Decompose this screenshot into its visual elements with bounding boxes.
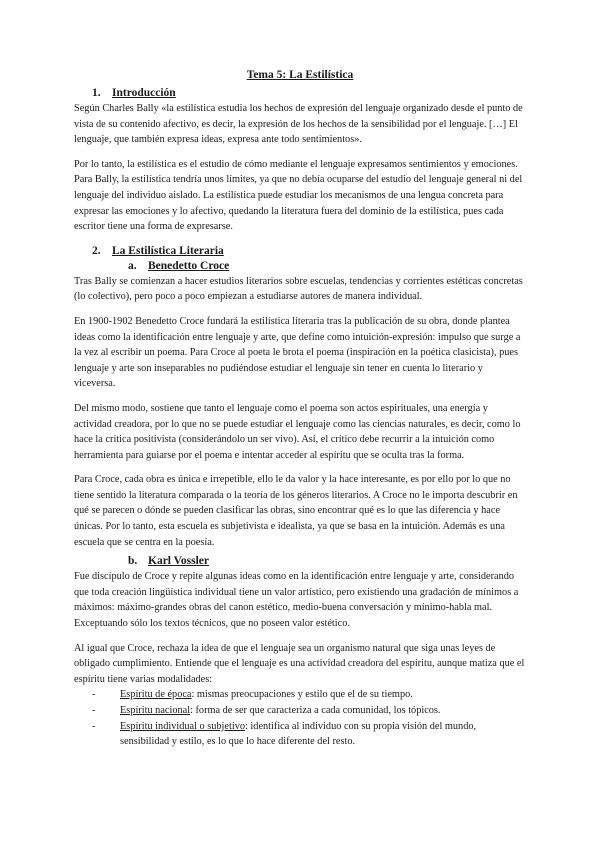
paragraph: Fue discípulo de Croce y repite algunas ideas como en la identificación entre lenguaje y arte, considerando que toda creación lingüística individual tiene un valor artístico, pero existiendo una gradación de mínimos a máximos: máximo-grandes obras del canon estético, medio-buena conversación y mínimo-habla mal. Exceptuando sólo los textos técnicos, que no poseen valor estético. [74,571,519,630]
list-item [74,687,526,703]
document-title: Tema 5: La Estilística [246,69,354,81]
list-text: : mismas preocupaciones y estilo que el de su tiempo. [191,689,413,701]
subsection-title: Karl Vossler [148,555,210,568]
subsection-letter: b. [128,555,138,568]
list-bullet: - [92,705,96,716]
paragraph: Para Croce, cada obra es única e irrepetible, ello le da valor y la hace interesante, es por ello por lo que no tiene sentido la literatura comparada o la teoría de los géneros literarios. A Croce no le importa descubrir en qué se parecen o dónde se pueden clasificar las obras, sino encontrar qué es lo que las diferencia y hace únicas. Por lo tanto, esta escuela es subjetivista e idealista, ya que se basa en la intuición. Además es una escuela que se centra en la poesía. [74,474,518,548]
subsection-heading-croce [74,259,526,274]
paragraph: Según Charles Bally «la estilística estudia los hechos de expresión del lenguaje organizado desde el punto de vista de su contenido afectivo, es decir, la expresión de los hechos de la sensibilidad por el lenguaje. […] El lenguaje, que también expresa ideas, expresa ante todo sentimientos». [74,103,523,146]
list-term: Espíritu de época [120,689,192,701]
list-text: : identifica al individuo con su propia visión del mundo, sensibilidad y estilo, es lo que lo hace diferente del resto. [120,720,477,748]
subsection-title: Benedetto Croce [148,259,230,272]
subsection-letter: a. [128,259,137,272]
espiritu-modalidades-list [74,687,526,749]
list-bullet: - [92,720,96,732]
paragraph: Por lo tanto, la estilística es el estudio de cómo mediante el lenguaje expresamos sentimientos y emociones. Para Bally, la estilística tendría unos límites, ya que no debía ocuparse del estudio del lenguaje general ni del lenguaje del individuo aislado. La estilística puede estudiar los mecanismos de una lengua concreta para expresar las emociones y lo afectivo, quedando la literatura fuera del dominio de la estilística, pues cada escritor tiene una forma de expresarse. [74,158,523,233]
paragraph: En 1900-1902 Benedetto Croce fundará la estilística literaria tras la publicación de su obra, donde plantea ideas como la identificación entre lenguaje y arte, que define como intuición-expresión: impulso que surge a la vez al escribir un poema. Para Croce al poeta le brota el poema (inspiración en la poética clasicista), pues lenguaje y arte son inseparables no pudiéndose estudiar el lenguaje sin tener en cuenta lo literario y viceversa. [74,315,521,390]
section-heading-estilistica-literaria [74,244,526,259]
section-number: 2. [92,244,101,257]
section-heading-introduccion [74,86,526,101]
paragraph: Al igual que Croce, rechaza la idea de que el lenguaje sea un organismo natural que siga unas leyes de obligado cumplimiento. Entiende que el lenguaje es una actividad creadora del espíritu, aunque matiza que el espíritu tiene varias modalidades: [74,642,525,685]
subsection-heading-vossler [74,554,526,569]
document-page [74,68,526,750]
list-item [74,703,526,719]
paragraph: Tras Bally se comienzan a hacer estudios literarios sobre escuelas, tendencias y corrientes estéticas concretas (lo colectivo), pero poco a poco empiezan a estudiarse autores de manera individual. [74,275,523,303]
list-term: Espíritu nacional [120,705,191,716]
section-number: 1. [92,87,101,99]
paragraph: Del mismo modo, sostiene que tanto el lenguaje como el poema son actos espirituales, una energía y actividad creadora, por lo que no se puede estudiar el lenguaje como las ciencias naturales, es decir, como lo hace la crítica positivista (considerándolo un ser vivo). Así, el crítico debe recurrir a la intuición como herramienta para guiarse por el poema e intentar acceder al espíritu que se oculta tras la forma. [74,402,521,461]
section-title: Introducción [112,87,176,99]
section-title: La Estilística Literaria [112,244,224,257]
list-text: : forma de ser que caracteriza a cada comunidad, los tópicos. [190,705,441,716]
list-term: Espíritu individual o subjetivo [120,720,245,732]
list-bullet: - [92,689,96,701]
list-item [74,719,526,750]
